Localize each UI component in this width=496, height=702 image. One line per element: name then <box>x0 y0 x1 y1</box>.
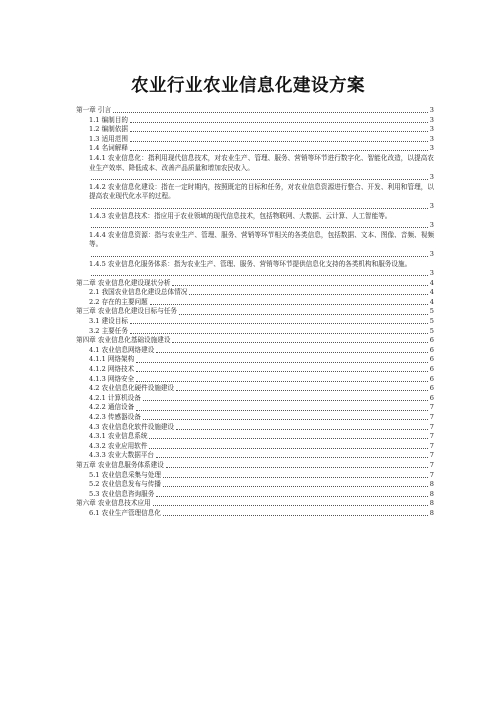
toc-leader-dots <box>136 381 428 382</box>
toc-section-entry[interactable] <box>76 423 434 433</box>
toc-entry-label: 第一章 引言 <box>76 106 112 114</box>
toc-entry-label: 1.4.2 农业信息化建设：指在一定时期内，按照既定的目标和任务，对农业信息资源进行整合、开发、利用和管理，以提高农业现代化水平的过程。 <box>89 182 434 201</box>
toc-entry-label: 4.2.3 传感器设备 <box>89 413 141 421</box>
toc-section-entry[interactable] <box>76 451 434 461</box>
toc-page-number: 3 <box>429 115 434 124</box>
toc-leader-dots <box>163 515 428 516</box>
toc-leader-dots <box>136 362 428 363</box>
toc-leader-dots <box>189 294 427 295</box>
toc-entry-label: 4.2.1 计算机设备 <box>89 393 141 402</box>
toc-entry-leader-line <box>89 173 434 183</box>
page-title: 农业行业农业信息化建设方案 <box>131 76 365 96</box>
toc-entry-label: 5.1 农业信息采集与处理 <box>89 470 161 479</box>
toc-page-number: 5 <box>429 317 434 326</box>
toc-leader-dots <box>150 304 428 305</box>
toc-page-number: 8 <box>429 489 434 498</box>
toc-entry-label: 6.1 农业生产管理信息化 <box>89 508 161 517</box>
toc-chapter-entry[interactable] <box>76 279 434 289</box>
toc-page-number: 6 <box>429 384 434 393</box>
toc-chapter-entry[interactable] <box>76 336 434 346</box>
toc-section-entry[interactable] <box>76 413 434 423</box>
toc-entry-label: 4.3 农业信息化软件设施建设 <box>89 422 175 431</box>
toc-leader-dots <box>130 333 428 334</box>
toc-leader-dots <box>136 371 428 372</box>
toc-chapter-entry[interactable] <box>76 106 434 116</box>
toc-page-number: 3 <box>429 106 434 114</box>
toc-page-number: 7 <box>429 422 434 431</box>
toc-section-entry[interactable] <box>76 144 434 154</box>
toc-leader-dots <box>156 457 428 458</box>
toc-page-number: 3 <box>429 144 434 153</box>
toc-leader-dots <box>130 131 428 132</box>
toc-entry-label: 1.4.3 农业信息技术：指应用于农业领域的现代信息技术，包括物联网、大数据、云计算、人工智能等。 <box>89 211 392 220</box>
toc-entry-leader-line <box>89 269 434 279</box>
toc-section-entry[interactable] <box>76 442 434 452</box>
toc-section-entry[interactable] <box>76 355 434 365</box>
toc-section-entry[interactable] <box>76 365 434 375</box>
toc-entry-label: 第二章 农业信息化建设现状分析 <box>76 278 171 287</box>
toc-leader-dots <box>163 486 428 487</box>
toc-section-entry[interactable] <box>76 317 434 327</box>
toc-page-number: 6 <box>429 336 434 345</box>
toc-page-number: 6 <box>429 374 434 383</box>
toc-section-entry[interactable] <box>76 346 434 356</box>
toc-entry-label: 第六章 农业信息技术应用 <box>76 499 151 508</box>
toc-entry-label: 2.2 存在的主要问题 <box>89 297 148 306</box>
toc-page-number: 8 <box>429 508 434 517</box>
toc-leader-dots <box>91 275 428 276</box>
toc-page-number: 7 <box>429 413 434 421</box>
toc-entry-leader-line <box>89 202 434 212</box>
toc-section-entry[interactable] <box>76 288 434 298</box>
toc-section-entry[interactable] <box>76 327 434 337</box>
toc-page-number: 3 <box>429 269 434 278</box>
toc-leader-dots <box>130 150 428 151</box>
toc-entry-label: 4.1.2 网络技术 <box>89 365 135 374</box>
toc-entry-label: 第五章 农业信息服务体系建设 <box>76 460 164 469</box>
toc-leader-dots <box>179 314 428 315</box>
toc-leader-dots <box>176 429 428 430</box>
toc-leader-dots <box>172 342 427 343</box>
toc-definition-entry[interactable] <box>76 260 434 279</box>
toc-page-number: 4 <box>429 297 434 306</box>
toc-page-number: 8 <box>429 499 434 508</box>
toc-leader-dots <box>113 112 428 113</box>
toc-page-number: 3 <box>429 221 434 230</box>
toc-entry-label: 4.2.2 通信设备 <box>89 403 135 412</box>
toc-entry-label: 3.2 主要任务 <box>89 326 128 335</box>
table-of-contents <box>76 106 434 519</box>
toc-page-number: 6 <box>429 355 434 364</box>
toc-leader-dots <box>91 256 428 257</box>
toc-page-number: 7 <box>429 470 434 479</box>
toc-entry-leader-line <box>89 221 434 231</box>
toc-section-entry[interactable] <box>76 116 434 126</box>
toc-page-number: 3 <box>429 134 434 143</box>
toc-entry-label: 4.1.1 网络架构 <box>89 355 135 364</box>
toc-page-number: 7 <box>429 403 434 412</box>
toc-section-entry[interactable] <box>76 432 434 442</box>
toc-section-entry[interactable] <box>76 480 434 490</box>
toc-definition-entry[interactable] <box>76 231 434 260</box>
toc-leader-dots <box>163 477 428 478</box>
toc-entry-label: 4.1.3 网络安全 <box>89 374 135 383</box>
toc-leader-dots <box>176 390 428 391</box>
toc-page-number: 4 <box>429 288 434 297</box>
toc-definition-entry[interactable] <box>76 183 434 212</box>
toc-section-entry[interactable] <box>76 403 434 413</box>
toc-section-entry[interactable] <box>76 375 434 385</box>
toc-page-number: 3 <box>429 201 434 210</box>
toc-page-number: 7 <box>429 451 434 460</box>
toc-leader-dots <box>91 208 428 209</box>
toc-entry-label: 1.3 适用范围 <box>89 134 128 143</box>
toc-entry-label: 4.1 农业信息网络建设 <box>89 345 155 354</box>
toc-page-number: 8 <box>429 480 434 489</box>
toc-section-entry[interactable] <box>76 125 434 135</box>
toc-section-entry[interactable] <box>76 490 434 500</box>
toc-page-number: 5 <box>429 307 434 316</box>
toc-chapter-entry[interactable] <box>76 461 434 471</box>
toc-leader-dots <box>166 467 428 468</box>
toc-leader-dots <box>91 179 428 180</box>
toc-page-number: 3 <box>429 173 434 182</box>
toc-leader-dots <box>143 419 428 420</box>
toc-entry-label: 4.3.2 农业应用软件 <box>89 441 148 450</box>
toc-entry-label: 3.1 建设目标 <box>89 317 128 326</box>
toc-leader-dots <box>130 323 428 324</box>
toc-entry-label: 1.4.4 农业信息资源：指与农业生产、管理、服务、营销等环节相关的各类信息，包括数据、文本、图像、音频、视频等。 <box>89 230 434 249</box>
toc-page-number: 3 <box>429 125 434 134</box>
toc-leader-dots <box>149 448 427 449</box>
toc-leader-dots <box>136 410 428 411</box>
toc-leader-dots <box>156 352 427 353</box>
toc-entry-label: 4.3.3 农业大数据平台 <box>89 451 155 460</box>
toc-leader-dots <box>156 496 427 497</box>
toc-entry-label: 1.2 编制依据 <box>89 125 128 134</box>
toc-entry-label: 1.4.5 农业信息化服务体系：指为农业生产、管理、服务、营销等环节提供信息化支持的各类机构和服务设施。 <box>89 259 412 268</box>
toc-definition-entry[interactable] <box>76 154 434 183</box>
toc-entry-label: 5.3 农业信息咨询服务 <box>89 489 155 498</box>
toc-chapter-entry[interactable] <box>76 307 434 317</box>
toc-section-entry[interactable] <box>76 394 434 404</box>
toc-page-number: 6 <box>429 393 434 402</box>
toc-page-number: 4 <box>429 278 434 287</box>
toc-section-entry[interactable] <box>76 471 434 481</box>
toc-page-number: 7 <box>429 441 434 450</box>
toc-entry-label: 1.4 名词解释 <box>89 144 128 153</box>
toc-entry-label: 第四章 农业信息化基础设施建设 <box>76 336 171 345</box>
toc-leader-dots <box>130 122 428 123</box>
toc-leader-dots <box>153 505 428 506</box>
toc-definition-entry[interactable] <box>76 212 434 231</box>
toc-entry-label: 5.2 农业信息发布与传播 <box>89 480 161 489</box>
toc-entry-label: 1.1 编制目的 <box>89 115 128 124</box>
toc-leader-dots <box>149 438 427 439</box>
toc-leader-dots <box>172 285 427 286</box>
toc-page-number: 3 <box>429 249 434 258</box>
toc-page-number: 7 <box>429 432 434 441</box>
toc-page-number: 7 <box>429 460 434 469</box>
toc-page-number: 6 <box>429 345 434 354</box>
toc-entry-label: 4.3.1 农业信息系统 <box>89 432 148 441</box>
toc-section-entry[interactable] <box>76 135 434 145</box>
toc-leader-dots <box>143 400 428 401</box>
toc-entry-label: 第三章 农业信息化建设目标与任务 <box>76 307 178 316</box>
toc-entry-label: 4.2 农业信息化硬件设施建设 <box>89 384 175 393</box>
toc-entry-label: 2.1 我国农业信息化建设总体情况 <box>89 288 188 297</box>
toc-section-entry[interactable] <box>76 509 434 519</box>
toc-leader-dots <box>130 141 428 142</box>
toc-page-number: 5 <box>429 326 434 335</box>
toc-entry-label: 1.4.1 农业信息化：指利用现代信息技术，对农业生产、管理、服务、营销等环节进行数字化、智能化改造，以提高农业生产效率、降低成本、改善产品质量和增加农民收入。 <box>89 153 434 172</box>
toc-page-number: 6 <box>429 365 434 374</box>
toc-chapter-entry[interactable] <box>76 499 434 509</box>
toc-section-entry[interactable] <box>76 384 434 394</box>
toc-leader-dots <box>91 227 428 228</box>
toc-entry-leader-line <box>89 250 434 260</box>
